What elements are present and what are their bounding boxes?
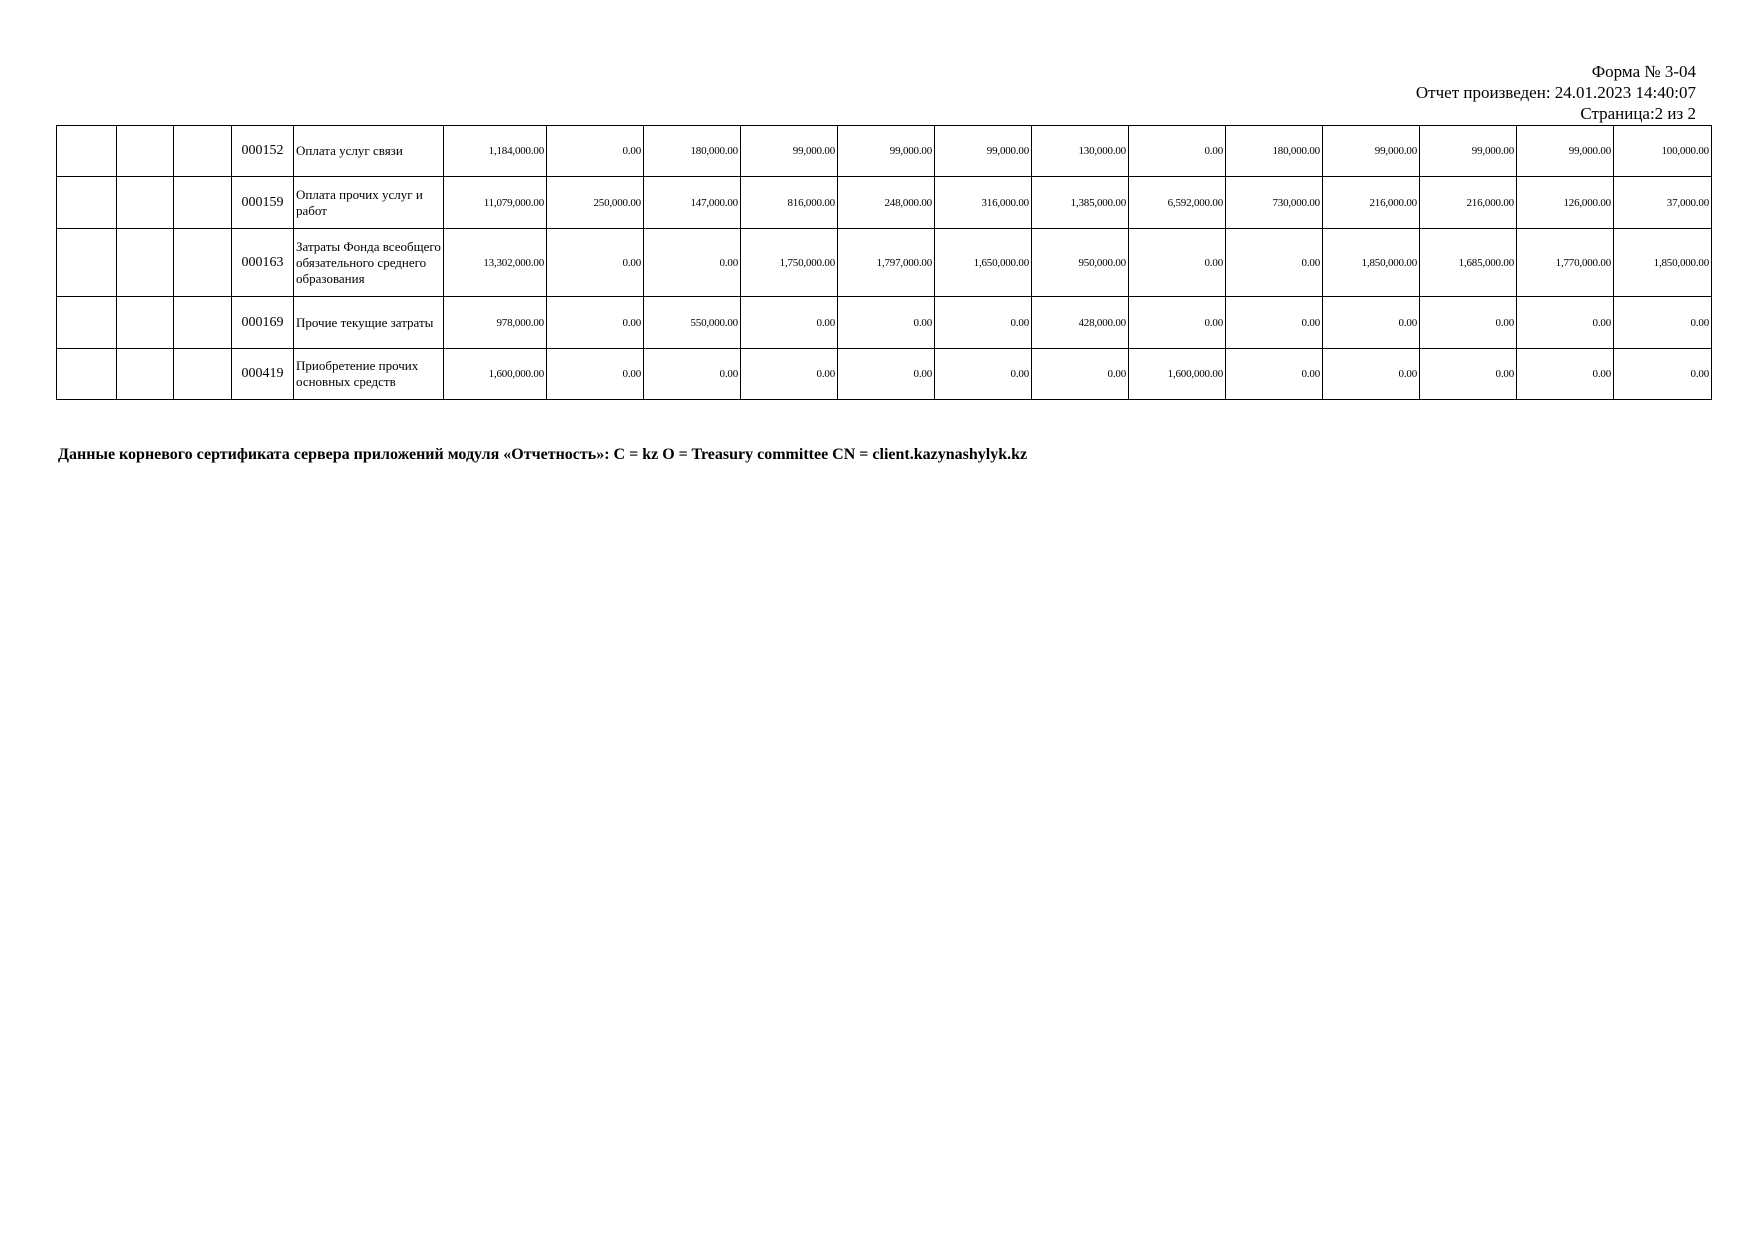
amount-cell: 0.00 — [1129, 297, 1226, 349]
amount-cell: 180,000.00 — [1226, 126, 1323, 177]
amount-cell: 1,600,000.00 — [444, 349, 547, 400]
amount-cell: 99,000.00 — [838, 126, 935, 177]
amount-cell: 978,000.00 — [444, 297, 547, 349]
item-name-cell: Затраты Фонда всеобщего обязательного среднего образования — [294, 229, 444, 297]
empty-cell — [57, 126, 117, 177]
amount-cell: 0.00 — [1614, 349, 1712, 400]
report-header — [1416, 61, 1696, 124]
empty-cell — [174, 229, 232, 297]
amount-cell: 0.00 — [1226, 297, 1323, 349]
amount-cell: 0.00 — [1517, 349, 1614, 400]
empty-cell — [117, 349, 174, 400]
amount-cell: 730,000.00 — [1226, 177, 1323, 229]
certificate-note: Данные корневого сертификата сервера приложений модуля «Отчетность»: C = kz O = Treasury committee CN = client.kazynashylyk.kz — [58, 446, 1028, 463]
amount-cell: 99,000.00 — [1420, 126, 1517, 177]
amount-cell: 1,650,000.00 — [935, 229, 1032, 297]
budget-code-cell: 000419 — [232, 349, 294, 400]
item-name-cell: Прочие текущие затраты — [294, 297, 444, 349]
amount-cell: 99,000.00 — [935, 126, 1032, 177]
amount-cell: 0.00 — [547, 229, 644, 297]
item-name-cell: Приобретение прочих основных средств — [294, 349, 444, 400]
budget-report-table — [56, 125, 1712, 400]
amount-cell: 99,000.00 — [1517, 126, 1614, 177]
amount-cell: 316,000.00 — [935, 177, 1032, 229]
amount-cell: 0.00 — [1420, 297, 1517, 349]
amount-cell: 11,079,000.00 — [444, 177, 547, 229]
amount-cell: 216,000.00 — [1323, 177, 1420, 229]
amount-cell: 1,385,000.00 — [1032, 177, 1129, 229]
amount-cell: 248,000.00 — [838, 177, 935, 229]
empty-cell — [57, 229, 117, 297]
amount-cell: 0.00 — [1517, 297, 1614, 349]
amount-cell: 250,000.00 — [547, 177, 644, 229]
amount-cell: 0.00 — [644, 229, 741, 297]
item-name-cell: Оплата прочих услуг и работ — [294, 177, 444, 229]
amount-cell: 0.00 — [1323, 297, 1420, 349]
amount-cell: 1,184,000.00 — [444, 126, 547, 177]
empty-cell — [174, 126, 232, 177]
amount-cell: 1,750,000.00 — [741, 229, 838, 297]
table-row — [57, 349, 1712, 400]
amount-cell: 37,000.00 — [1614, 177, 1712, 229]
amount-cell: 0.00 — [1129, 229, 1226, 297]
amount-cell: 130,000.00 — [1032, 126, 1129, 177]
report-generated-timestamp: Отчет произведен: 24.01.2023 14:40:07 — [1415, 83, 1696, 102]
amount-cell: 0.00 — [935, 349, 1032, 400]
table-row — [57, 177, 1712, 229]
amount-cell: 1,770,000.00 — [1517, 229, 1614, 297]
amount-cell: 0.00 — [838, 349, 935, 400]
empty-cell — [174, 177, 232, 229]
empty-cell — [174, 297, 232, 349]
amount-cell: 0.00 — [547, 349, 644, 400]
empty-cell — [57, 177, 117, 229]
table-row — [57, 297, 1712, 349]
empty-cell — [117, 297, 174, 349]
amount-cell: 428,000.00 — [1032, 297, 1129, 349]
amount-cell: 0.00 — [1226, 349, 1323, 400]
empty-cell — [57, 297, 117, 349]
amount-cell: 950,000.00 — [1032, 229, 1129, 297]
empty-cell — [117, 126, 174, 177]
empty-cell — [174, 349, 232, 400]
amount-cell: 6,592,000.00 — [1129, 177, 1226, 229]
budget-code-cell: 000163 — [232, 229, 294, 297]
amount-cell: 0.00 — [547, 297, 644, 349]
budget-code-cell: 000159 — [232, 177, 294, 229]
table-row — [57, 126, 1712, 177]
budget-code-cell: 000152 — [232, 126, 294, 177]
amount-cell: 216,000.00 — [1420, 177, 1517, 229]
amount-cell: 816,000.00 — [741, 177, 838, 229]
item-name-cell: Оплата услуг связи — [294, 126, 444, 177]
page-number: Страница:2 из 2 — [1580, 104, 1696, 123]
amount-cell: 147,000.00 — [644, 177, 741, 229]
budget-code-cell: 000169 — [232, 297, 294, 349]
amount-cell: 13,302,000.00 — [444, 229, 547, 297]
amount-cell: 99,000.00 — [741, 126, 838, 177]
amount-cell: 0.00 — [1129, 126, 1226, 177]
amount-cell: 100,000.00 — [1614, 126, 1712, 177]
amount-cell: 550,000.00 — [644, 297, 741, 349]
amount-cell: 0.00 — [935, 297, 1032, 349]
amount-cell: 0.00 — [1032, 349, 1129, 400]
amount-cell: 0.00 — [1226, 229, 1323, 297]
empty-cell — [57, 349, 117, 400]
amount-cell: 0.00 — [1323, 349, 1420, 400]
table-row — [57, 229, 1712, 297]
amount-cell: 0.00 — [644, 349, 741, 400]
amount-cell: 1,850,000.00 — [1323, 229, 1420, 297]
amount-cell: 1,850,000.00 — [1614, 229, 1712, 297]
amount-cell: 99,000.00 — [1323, 126, 1420, 177]
amount-cell: 126,000.00 — [1517, 177, 1614, 229]
amount-cell: 1,600,000.00 — [1129, 349, 1226, 400]
amount-cell: 0.00 — [1420, 349, 1517, 400]
form-number: Форма № 3-04 — [1591, 62, 1696, 81]
amount-cell: 0.00 — [741, 349, 838, 400]
empty-cell — [117, 229, 174, 297]
amount-cell: 0.00 — [838, 297, 935, 349]
amount-cell: 0.00 — [741, 297, 838, 349]
amount-cell: 1,797,000.00 — [838, 229, 935, 297]
amount-cell: 0.00 — [1614, 297, 1712, 349]
amount-cell: 180,000.00 — [644, 126, 741, 177]
empty-cell — [117, 177, 174, 229]
amount-cell: 1,685,000.00 — [1420, 229, 1517, 297]
amount-cell: 0.00 — [547, 126, 644, 177]
